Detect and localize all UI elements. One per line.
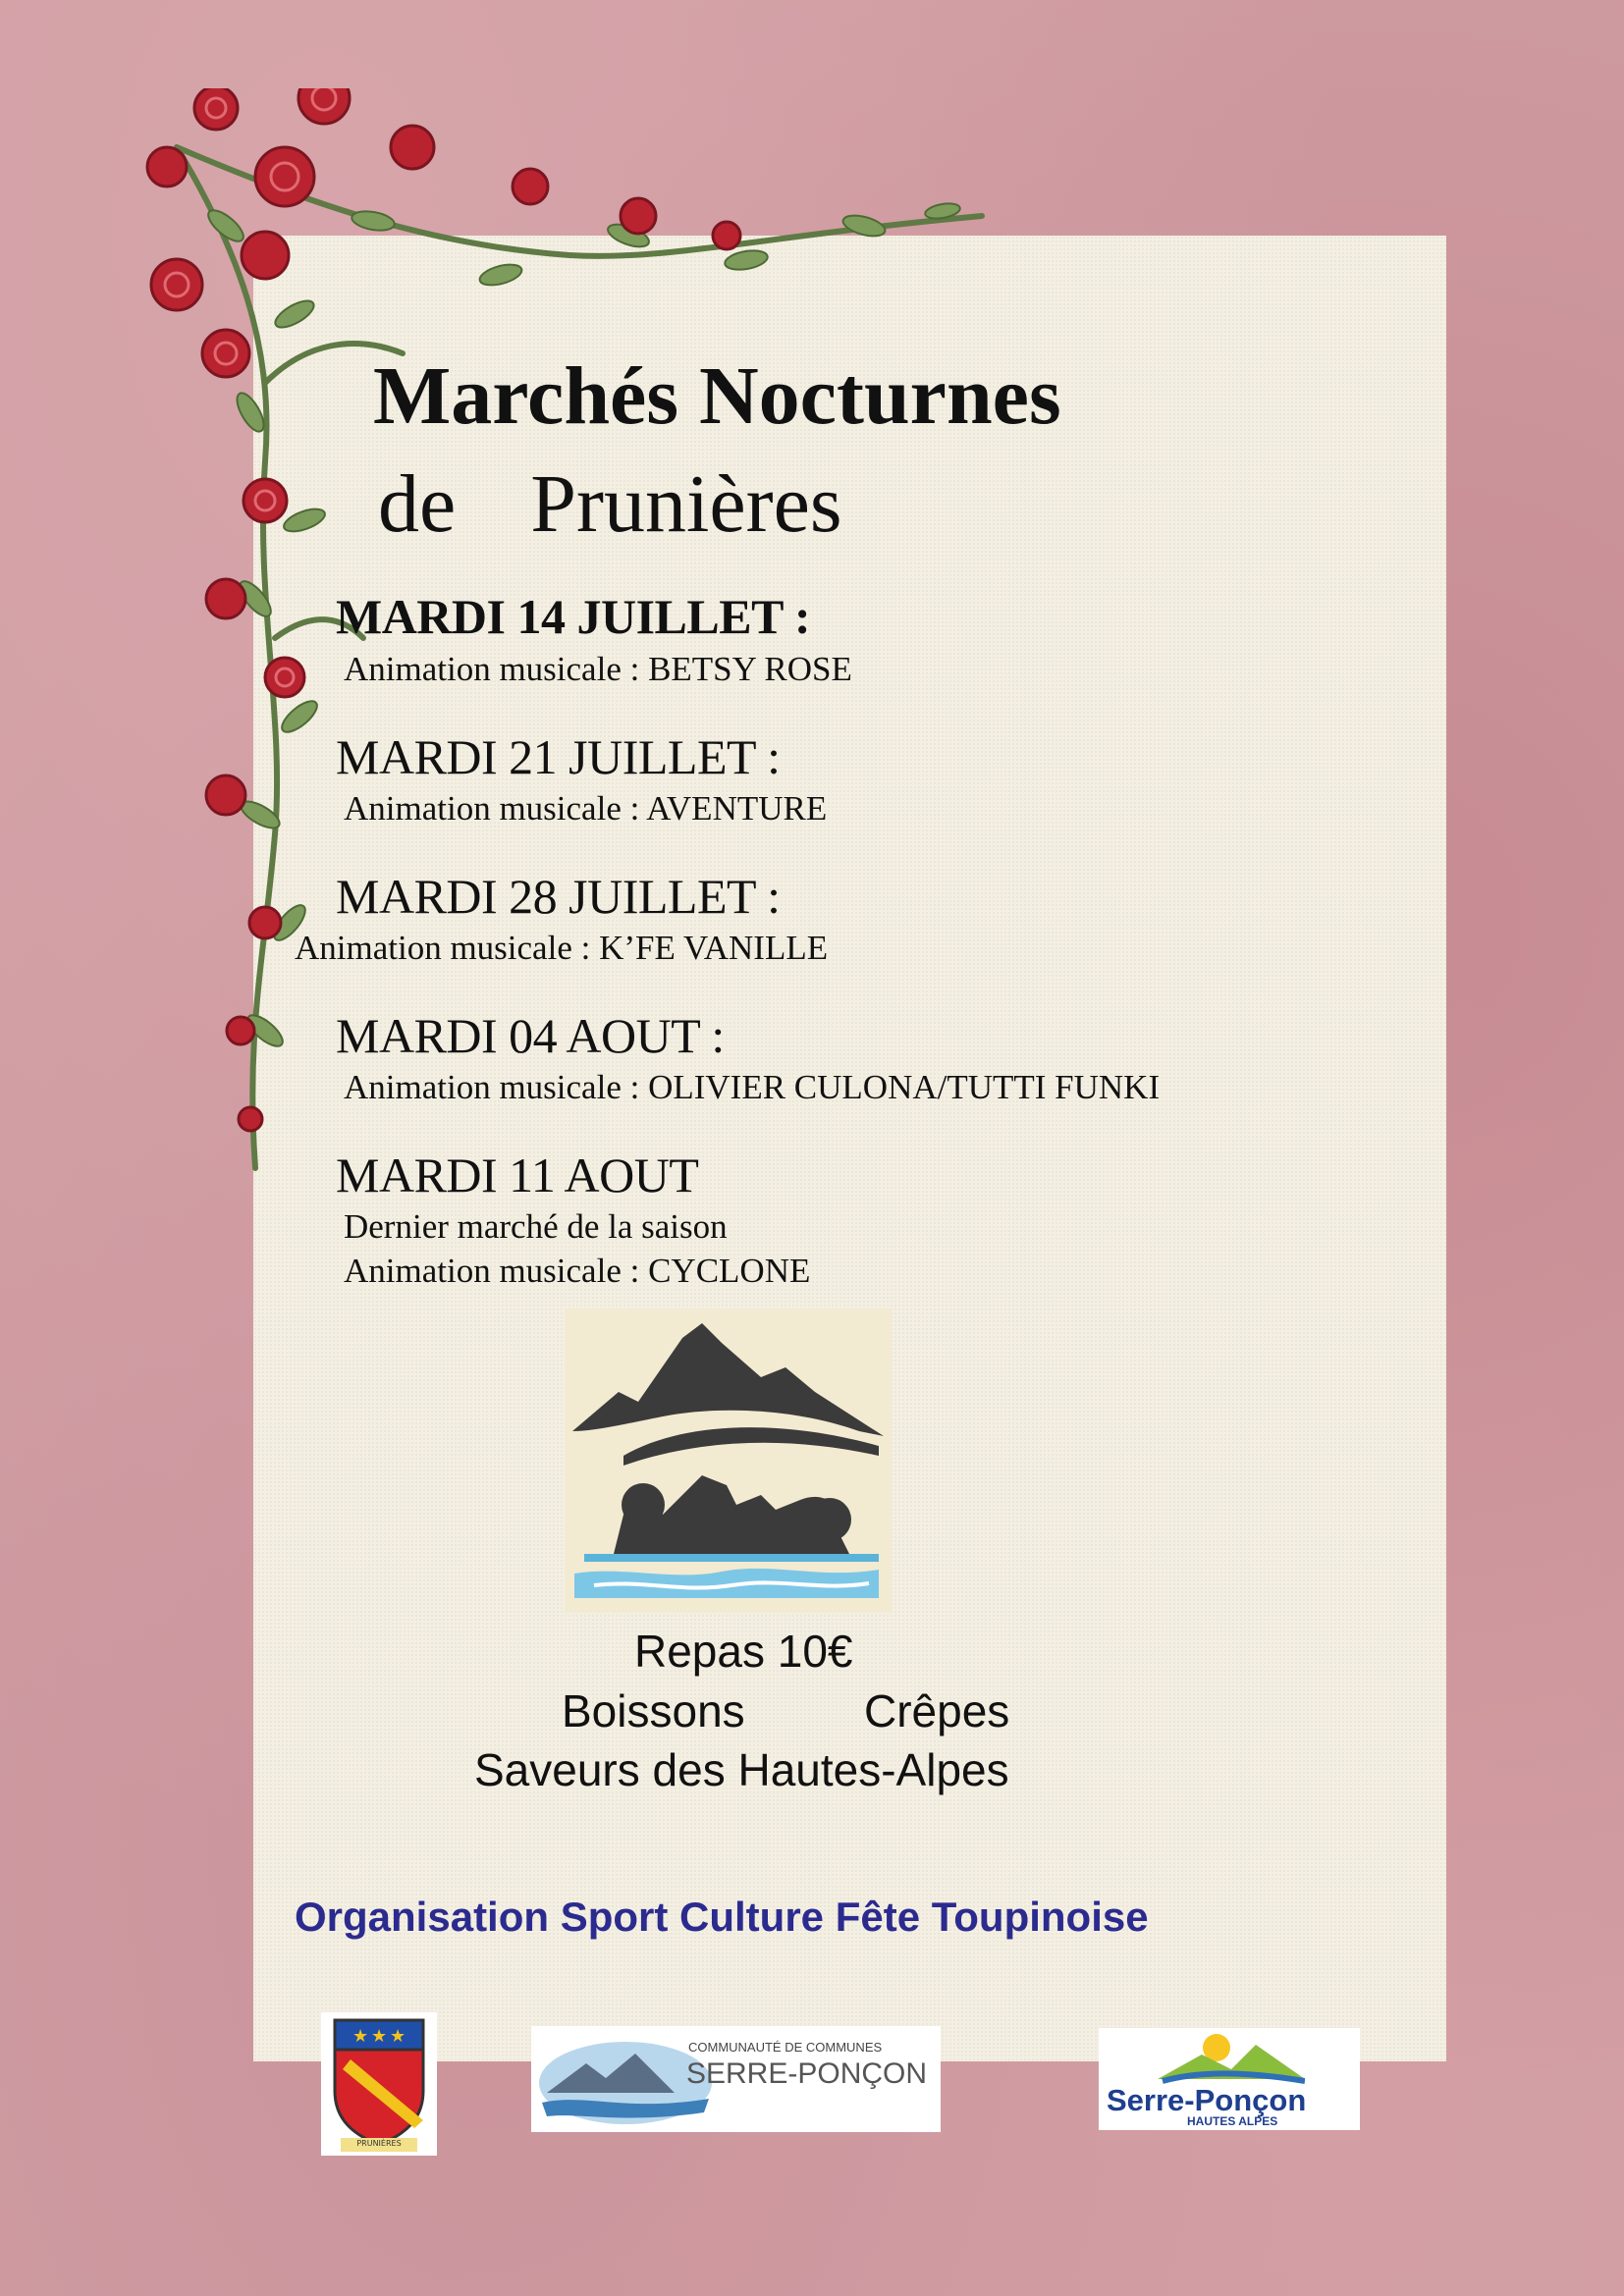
- offer-crepes: Crêpes: [864, 1685, 1010, 1736]
- offer-repas: Repas 10€: [634, 1626, 853, 1677]
- ccsp-line1: COMMUNAUTÉ DE COMMUNES: [688, 2040, 883, 2055]
- ccsp-line2: SERRE-PONÇON: [686, 2057, 928, 2090]
- svg-text:★: ★: [352, 2026, 369, 2047]
- mountain-island-logo: [565, 1308, 892, 1613]
- event-note: Dernier marché de la saison: [344, 1207, 728, 1246]
- svg-text:★: ★: [390, 2026, 406, 2047]
- organisation-text: Organisation Sport Culture Fête Toupinoise: [295, 1894, 1149, 1940]
- coat-of-arms-label: PRUNIÈRES: [356, 2139, 402, 2148]
- offer-boissons: Boissons: [562, 1685, 745, 1736]
- serre-poncon-sun-icon: [1158, 2030, 1305, 2085]
- event-date: MARDI 28 JUILLET :: [336, 869, 781, 924]
- page-title-prunieres: Prunières: [530, 458, 842, 550]
- event-info: Animation musicale : AVENTURE: [344, 789, 828, 828]
- serre-poncon-sub: HAUTES ALPES: [1187, 2114, 1278, 2128]
- event-date: MARDI 11 AOUT: [336, 1148, 699, 1202]
- page-title-de: de: [378, 458, 457, 550]
- serre-poncon-logo: [1099, 2028, 1360, 2130]
- coat-of-arms-icon: [321, 2012, 437, 2156]
- offer-saveurs: Saveurs des Hautes-Alpes: [474, 1744, 1009, 1795]
- ccsp-logo: [531, 2026, 941, 2132]
- event-date: MARDI 21 JUILLET :: [336, 729, 781, 784]
- event-info: Animation musicale : CYCLONE: [344, 1252, 811, 1290]
- event-info: Animation musicale : K’FE VANILLE: [295, 929, 829, 967]
- event-info: Animation musicale : OLIVIER CULONA/TUTTI FUNKI: [344, 1068, 1161, 1106]
- prunieres-coat-of-arms: [321, 2012, 437, 2156]
- event-date: MARDI 04 AOUT :: [336, 1008, 725, 1063]
- page-title-line1: Marchés Nocturnes: [373, 350, 1061, 442]
- event-info: Animation musicale : BETSY ROSE: [344, 650, 852, 688]
- event-date: MARDI 14 JUILLET :: [336, 589, 811, 644]
- svg-text:★: ★: [371, 2026, 388, 2047]
- serre-poncon-name: Serre-Ponçon: [1107, 2083, 1307, 2117]
- page-title-line2: [378, 458, 842, 550]
